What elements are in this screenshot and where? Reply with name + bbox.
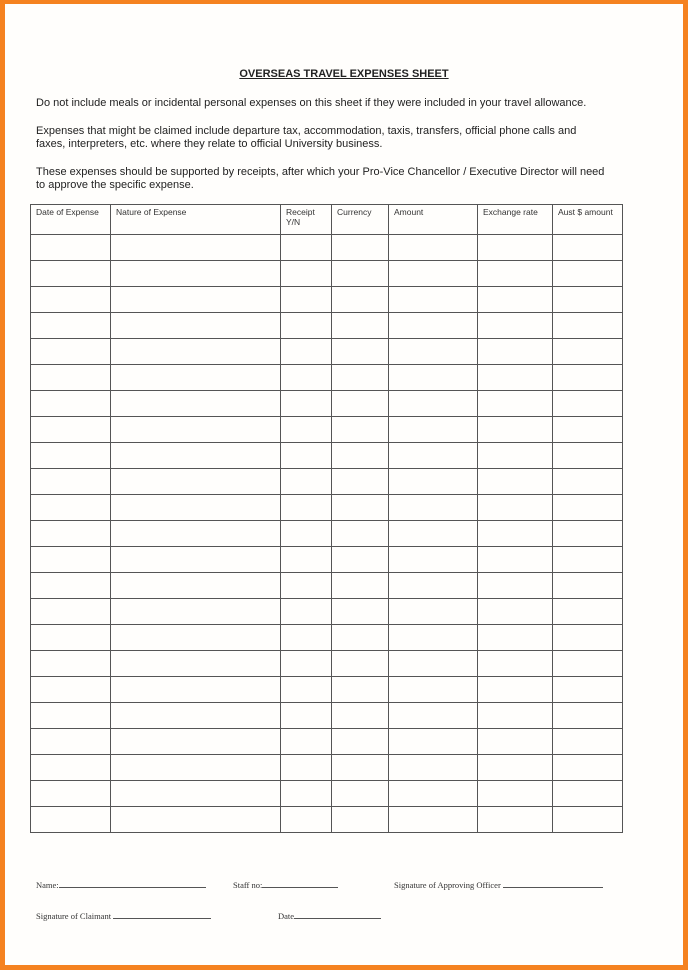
table-cell[interactable] [478,235,553,261]
table-cell[interactable] [389,677,478,703]
table-cell[interactable] [553,417,623,443]
table-cell[interactable] [478,261,553,287]
table-cell[interactable] [332,391,389,417]
table-cell[interactable] [332,417,389,443]
table-cell[interactable] [111,235,281,261]
table-cell[interactable] [389,287,478,313]
table-cell[interactable] [281,469,332,495]
table-row [31,807,623,833]
table-cell[interactable] [389,365,478,391]
table-cell[interactable] [389,495,478,521]
table-cell[interactable] [553,469,623,495]
table-cell[interactable] [111,443,281,469]
table-cell[interactable] [111,755,281,781]
name-line[interactable] [59,879,206,888]
table-cell[interactable] [478,443,553,469]
table-row [31,651,623,677]
table-cell[interactable] [553,287,623,313]
table-cell[interactable] [553,339,623,365]
table-cell[interactable] [478,287,553,313]
table-cell[interactable] [478,755,553,781]
table-cell[interactable] [478,495,553,521]
table-row [31,417,623,443]
table-cell[interactable] [478,599,553,625]
table-cell[interactable] [111,287,281,313]
table-cell[interactable] [389,339,478,365]
table-cell[interactable] [111,339,281,365]
table-cell[interactable] [332,521,389,547]
table-cell[interactable] [281,235,332,261]
table-cell[interactable] [389,625,478,651]
table-cell[interactable] [31,313,111,339]
name-label: Name: [36,880,59,890]
table-cell[interactable] [478,573,553,599]
table-cell[interactable] [111,729,281,755]
table-cell[interactable] [553,781,623,807]
table-cell[interactable] [389,261,478,287]
table-cell[interactable] [553,807,623,833]
table-cell[interactable] [111,365,281,391]
table-cell[interactable] [111,313,281,339]
table-cell[interactable] [111,703,281,729]
table-cell[interactable] [332,729,389,755]
approving-officer-label: Signature of Approving Officer [394,880,501,890]
table-cell[interactable] [281,261,332,287]
table-cell[interactable] [281,573,332,599]
table-cell[interactable] [31,469,111,495]
table-row [31,339,623,365]
table-cell[interactable] [553,443,623,469]
table-cell[interactable] [31,365,111,391]
table-cell[interactable] [31,547,111,573]
table-cell[interactable] [553,573,623,599]
table-cell[interactable] [31,729,111,755]
column-header-currency: Currency [332,205,389,235]
table-row [31,287,623,313]
table-row [31,729,623,755]
staff-no-label: Staff no: [233,880,263,890]
table-cell[interactable] [31,703,111,729]
table-cell[interactable] [553,755,623,781]
table-cell[interactable] [31,235,111,261]
table-cell[interactable] [111,807,281,833]
table-cell[interactable] [31,755,111,781]
table-cell[interactable] [31,261,111,287]
instruction-meals: Do not include meals or incidental personal expenses on this sheet if they were included in your travel allowance. [36,97,587,109]
column-header-exchange-rate: Exchange rate [478,205,553,235]
table-cell[interactable] [332,781,389,807]
table-cell[interactable] [332,365,389,391]
table-cell[interactable] [553,703,623,729]
table-cell[interactable] [332,703,389,729]
table-cell[interactable] [281,287,332,313]
table-cell[interactable] [478,365,553,391]
table-cell[interactable] [553,391,623,417]
table-cell[interactable] [553,313,623,339]
table-row [31,521,623,547]
table-row [31,625,623,651]
table-cell[interactable] [281,365,332,391]
table-row [31,495,623,521]
table-cell[interactable] [281,651,332,677]
table-cell[interactable] [553,495,623,521]
table-cell[interactable] [111,599,281,625]
table-cell[interactable] [553,729,623,755]
table-cell[interactable] [111,651,281,677]
table-cell[interactable] [389,417,478,443]
table-cell[interactable] [111,781,281,807]
table-cell[interactable] [389,573,478,599]
table-cell[interactable] [31,573,111,599]
table-cell[interactable] [332,235,389,261]
instruction-claimable-expenses: Expenses that might be claimed include departure tax, accommodation, taxis, transfers, official phone calls and faxes, interpreters, etc. where they relate to official University business. [36,125,577,150]
table-cell[interactable] [281,391,332,417]
table-cell[interactable] [31,807,111,833]
table-cell[interactable] [389,651,478,677]
table-cell[interactable] [478,417,553,443]
table-cell[interactable] [31,339,111,365]
column-header-amount: Amount [389,205,478,235]
table-cell[interactable] [111,625,281,651]
table-row [31,391,623,417]
table-cell[interactable] [389,703,478,729]
table-cell[interactable] [111,573,281,599]
table-cell[interactable] [111,391,281,417]
column-header-aust-amount: Aust $ amount [553,205,623,235]
table-cell[interactable] [332,677,389,703]
table-cell[interactable] [332,625,389,651]
table-cell[interactable] [332,599,389,625]
table-cell[interactable] [111,547,281,573]
approving-officer-signature-field[interactable] [394,879,603,890]
table-cell[interactable] [111,521,281,547]
table-cell[interactable] [553,547,623,573]
table-cell[interactable] [31,625,111,651]
table-cell[interactable] [389,729,478,755]
table-row [31,677,623,703]
table-cell[interactable] [478,651,553,677]
table-cell[interactable] [281,677,332,703]
table-cell[interactable] [31,391,111,417]
table-cell[interactable] [478,625,553,651]
date-line[interactable] [294,910,381,919]
table-cell[interactable] [553,365,623,391]
table-row [31,365,623,391]
table-cell[interactable] [553,651,623,677]
table-cell[interactable] [553,625,623,651]
table-cell[interactable] [111,469,281,495]
table-cell[interactable] [281,625,332,651]
approving-officer-line[interactable] [503,879,603,888]
table-cell[interactable] [31,521,111,547]
table-cell[interactable] [281,781,332,807]
table-row [31,261,623,287]
table-cell[interactable] [478,807,553,833]
table-cell[interactable] [332,807,389,833]
table-cell[interactable] [281,443,332,469]
table-cell[interactable] [111,677,281,703]
table-cell[interactable] [31,287,111,313]
table-cell[interactable] [478,391,553,417]
table-cell[interactable] [332,443,389,469]
table-row [31,781,623,807]
date-label: Date [278,911,295,921]
table-cell[interactable] [281,417,332,443]
table-cell[interactable] [281,729,332,755]
table-row [31,547,623,573]
table-cell[interactable] [389,755,478,781]
table-body [31,235,623,833]
table-cell[interactable] [389,547,478,573]
table-cell[interactable] [111,495,281,521]
table-cell[interactable] [389,521,478,547]
date-field[interactable] [278,910,381,921]
table-row [31,573,623,599]
table-cell[interactable] [332,261,389,287]
table-cell[interactable] [553,677,623,703]
table-cell[interactable] [478,469,553,495]
column-header-date: Date of Expense [31,205,111,235]
table-cell[interactable] [31,417,111,443]
table-cell[interactable] [332,495,389,521]
table-cell[interactable] [389,599,478,625]
table-cell[interactable] [281,521,332,547]
table-cell[interactable] [281,495,332,521]
table-row [31,443,623,469]
table-cell[interactable] [478,703,553,729]
expenses-table [30,204,623,833]
table-cell[interactable] [332,755,389,781]
staff-no-field[interactable] [233,879,338,890]
table-cell[interactable] [31,677,111,703]
table-header-row [31,205,623,235]
table-cell[interactable] [389,391,478,417]
claimant-line[interactable] [113,910,211,919]
table-cell[interactable] [389,781,478,807]
table-row [31,703,623,729]
table-cell[interactable] [478,547,553,573]
table-cell[interactable] [31,651,111,677]
table-cell[interactable] [332,469,389,495]
table-cell[interactable] [332,547,389,573]
table-cell[interactable] [553,261,623,287]
table-row [31,599,623,625]
table-cell[interactable] [111,417,281,443]
column-header-receipt: Receipt Y/N [281,205,332,235]
table-cell[interactable] [553,599,623,625]
table-cell[interactable] [281,755,332,781]
table-cell[interactable] [478,677,553,703]
table-cell[interactable] [332,651,389,677]
table-cell[interactable] [478,313,553,339]
claimant-label: Signature of Claimant [36,911,112,921]
table-row [31,469,623,495]
table-cell[interactable] [281,339,332,365]
instruction-receipts: These expenses should be supported by receipts, after which your Pro-Vice Chancellor / Executive Director will need to approve the specific expense. [36,166,605,191]
staff-no-line[interactable] [262,879,338,888]
table-row [31,755,623,781]
table-cell[interactable] [478,781,553,807]
table-cell[interactable] [389,443,478,469]
table-cell[interactable] [31,443,111,469]
table-cell[interactable] [281,313,332,339]
table-cell[interactable] [478,729,553,755]
table-cell[interactable] [553,521,623,547]
table-cell[interactable] [553,235,623,261]
name-field[interactable] [36,879,206,890]
table-cell[interactable] [389,807,478,833]
table-row [31,235,623,261]
table-cell[interactable] [332,313,389,339]
column-header-nature: Nature of Expense [111,205,281,235]
claimant-signature-field[interactable] [36,910,211,921]
table-cell[interactable] [478,339,553,365]
table-cell[interactable] [281,703,332,729]
table-cell[interactable] [31,495,111,521]
table-cell[interactable] [389,313,478,339]
table-cell[interactable] [389,469,478,495]
table-cell[interactable] [389,235,478,261]
table-cell[interactable] [111,261,281,287]
table-cell[interactable] [281,547,332,573]
table-cell[interactable] [281,807,332,833]
table-cell[interactable] [281,599,332,625]
table-cell[interactable] [332,339,389,365]
document-title: OVERSEAS TRAVEL EXPENSES SHEET [239,68,449,80]
table-row [31,313,623,339]
table-cell[interactable] [31,599,111,625]
table-cell[interactable] [478,521,553,547]
table-cell[interactable] [31,781,111,807]
table-cell[interactable] [332,573,389,599]
table-cell[interactable] [332,287,389,313]
